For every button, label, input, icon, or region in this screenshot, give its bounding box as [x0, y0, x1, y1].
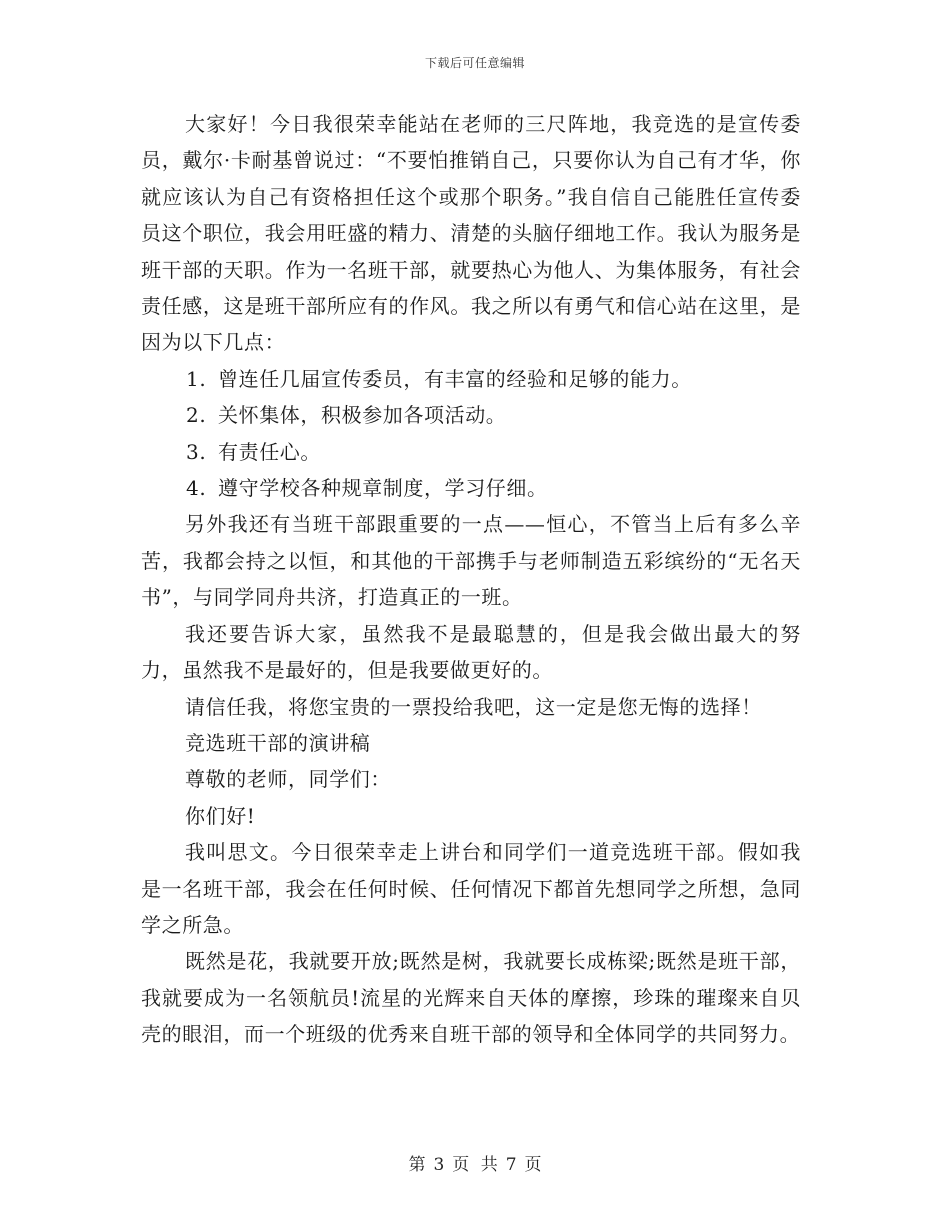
list-item — [141, 397, 801, 433]
document-body — [141, 106, 801, 1053]
footer-suffix: 页 — [524, 1155, 542, 1175]
paragraph-vote-request: 请信任我，将您宝贵的一票投给我吧，这一定是您无悔的选择！ — [185, 694, 762, 719]
paragraph-metaphor: 既然是花，我就要开放;既然是树，我就要长成栋梁;既然是班干部，我就要成为一名领航员!流星的光辉来自天体的摩擦，珍珠的璀璨来自贝壳的眼泪，而一个班级的优秀来自班干部的领导和全体同学的共同努力。 — [141, 949, 801, 1047]
total-pages-number: 7 — [505, 1155, 517, 1175]
list-number: 2. — [186, 403, 207, 428]
list-item — [141, 361, 801, 397]
list-text: 遵守学校各种规章制度，学习仔细。 — [218, 476, 548, 501]
paragraph-intro: 大家好！今日我很荣幸能站在老师的三尺阵地，我竞选的是宣传委员，戴尔·卡耐基曾说过：“不要怕推销自己，只要你认为自己有才华，你就应该认为自己有资格担任这个或那个职务。”我自信自己能胜任宣传委员这个职位，我会用旺盛的精力、清楚的头脑仔细地工作。我认为服务是班干部的天职。作为一名班干部，就要热心为他人、为集体服务，有社会责任感，这是班干部所应有的作风。我之所以有勇气和信心站在这里，是因为以下几点： — [141, 112, 801, 355]
section-title: 竞选班干部的演讲稿 — [185, 730, 371, 755]
salutation: 尊敬的老师，同学们： — [185, 767, 391, 792]
list-number: 3. — [186, 439, 207, 464]
list-text: 关怀集体，积极参加各项活动。 — [218, 403, 507, 428]
list-text: 曾连任几届宣传委员，有丰富的经验和足够的能力。 — [218, 366, 692, 391]
greeting: 你们好! — [185, 803, 256, 828]
list-text: 有责任心。 — [218, 439, 321, 464]
current-page-number: 3 — [433, 1155, 445, 1175]
paragraph-perseverance: 另外我还有当班干部跟重要的一点——恒心，不管当上后有多么辛苦，我都会持之以恒，和其他的干部携手与老师制造五彩缤纷的“无名天书”，与同学同舟共济，打造真正的一班。 — [141, 512, 801, 610]
footer-prefix: 第 — [408, 1155, 426, 1175]
paragraph-effort: 我还要告诉大家，虽然我不是最聪慧的，但是我会做出最大的努力，虽然我不是最好的，但是我要做更好的。 — [141, 621, 801, 683]
list-item — [141, 434, 801, 470]
page-footer — [0, 1150, 950, 1175]
list-number: 1. — [186, 366, 207, 391]
footer-middle: 页 共 — [452, 1155, 498, 1175]
list-item — [141, 470, 801, 506]
paragraph-self-intro: 我叫思文。今日很荣幸走上讲台和同学们一道竞选班干部。假如我是一名班干部，我会在任何时候、任何情况下都首先想同学之所想，急同学之所急。 — [141, 840, 801, 937]
list-number: 4. — [186, 476, 207, 501]
page-header: 下载后可任意编辑 — [424, 56, 525, 70]
